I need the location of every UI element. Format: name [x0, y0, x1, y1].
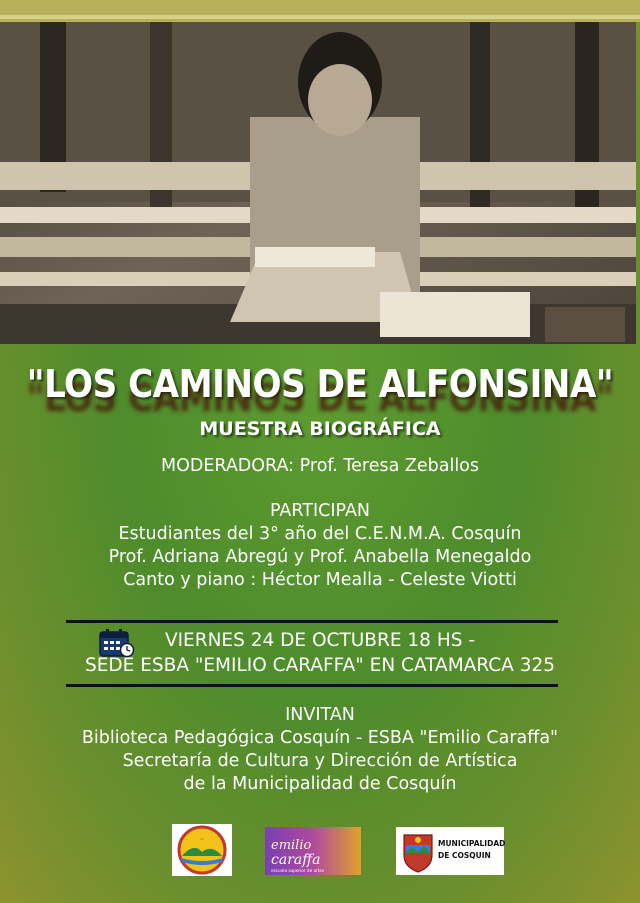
portrait-photo — [0, 22, 636, 344]
moderator-line: MODERADORA: Prof. Teresa Zeballos — [160, 456, 480, 476]
biblioteca-logo — [172, 824, 232, 876]
svg-text:~: ~ — [199, 836, 205, 843]
woman-reading-photo — [0, 22, 636, 344]
svg-text:caraffa: caraffa — [271, 852, 321, 868]
divider-top — [66, 620, 558, 623]
organizer-line: Secretaría de Cultura y Dirección de Artística — [122, 751, 518, 771]
organizer-line: Biblioteca Pedagógica Cosquín - ESBA "Emilio Caraffa" — [81, 728, 559, 748]
participant-line: Estudiantes del 3° año del C.E.N.M.A. Cosquín — [118, 524, 522, 544]
schedule-venue: SEDE ESBA "EMILIO CARAFFA" EN CATAMARCA 325 — [84, 655, 556, 676]
organizer-line: de la Municipalidad de Cosquín — [183, 774, 457, 794]
participant-line: Canto y piano : Héctor Mealla - Celeste Viotti — [123, 570, 517, 590]
top-border-line — [0, 15, 640, 19]
svg-text:escuela superior de artes: escuela superior de artes — [271, 868, 325, 873]
participant-line: Prof. Adriana Abregú y Prof. Anabella Menegaldo — [108, 547, 532, 567]
municipal-logo-line1: MUNICIPALIDAD — [438, 839, 506, 848]
organizers-heading: INVITAN — [285, 705, 355, 725]
caraffa-logo-text: emilio — [271, 838, 312, 853]
municipal-logo-line2: DE COSQUIN — [438, 851, 491, 860]
divider-bottom — [66, 684, 558, 687]
emilio-caraffa-logo — [265, 827, 361, 875]
event-subtitle: MUESTRA BIOGRÁFICA — [199, 418, 441, 440]
participants-heading: PARTICIPAN — [269, 501, 371, 521]
schedule-date: VIERNES 24 DE OCTUBRE 18 HS - — [164, 630, 476, 651]
event-title: "LOS CAMINOS DE ALFONSINA" — [26, 362, 614, 406]
municipalidad-cosquin-logo — [396, 827, 504, 875]
